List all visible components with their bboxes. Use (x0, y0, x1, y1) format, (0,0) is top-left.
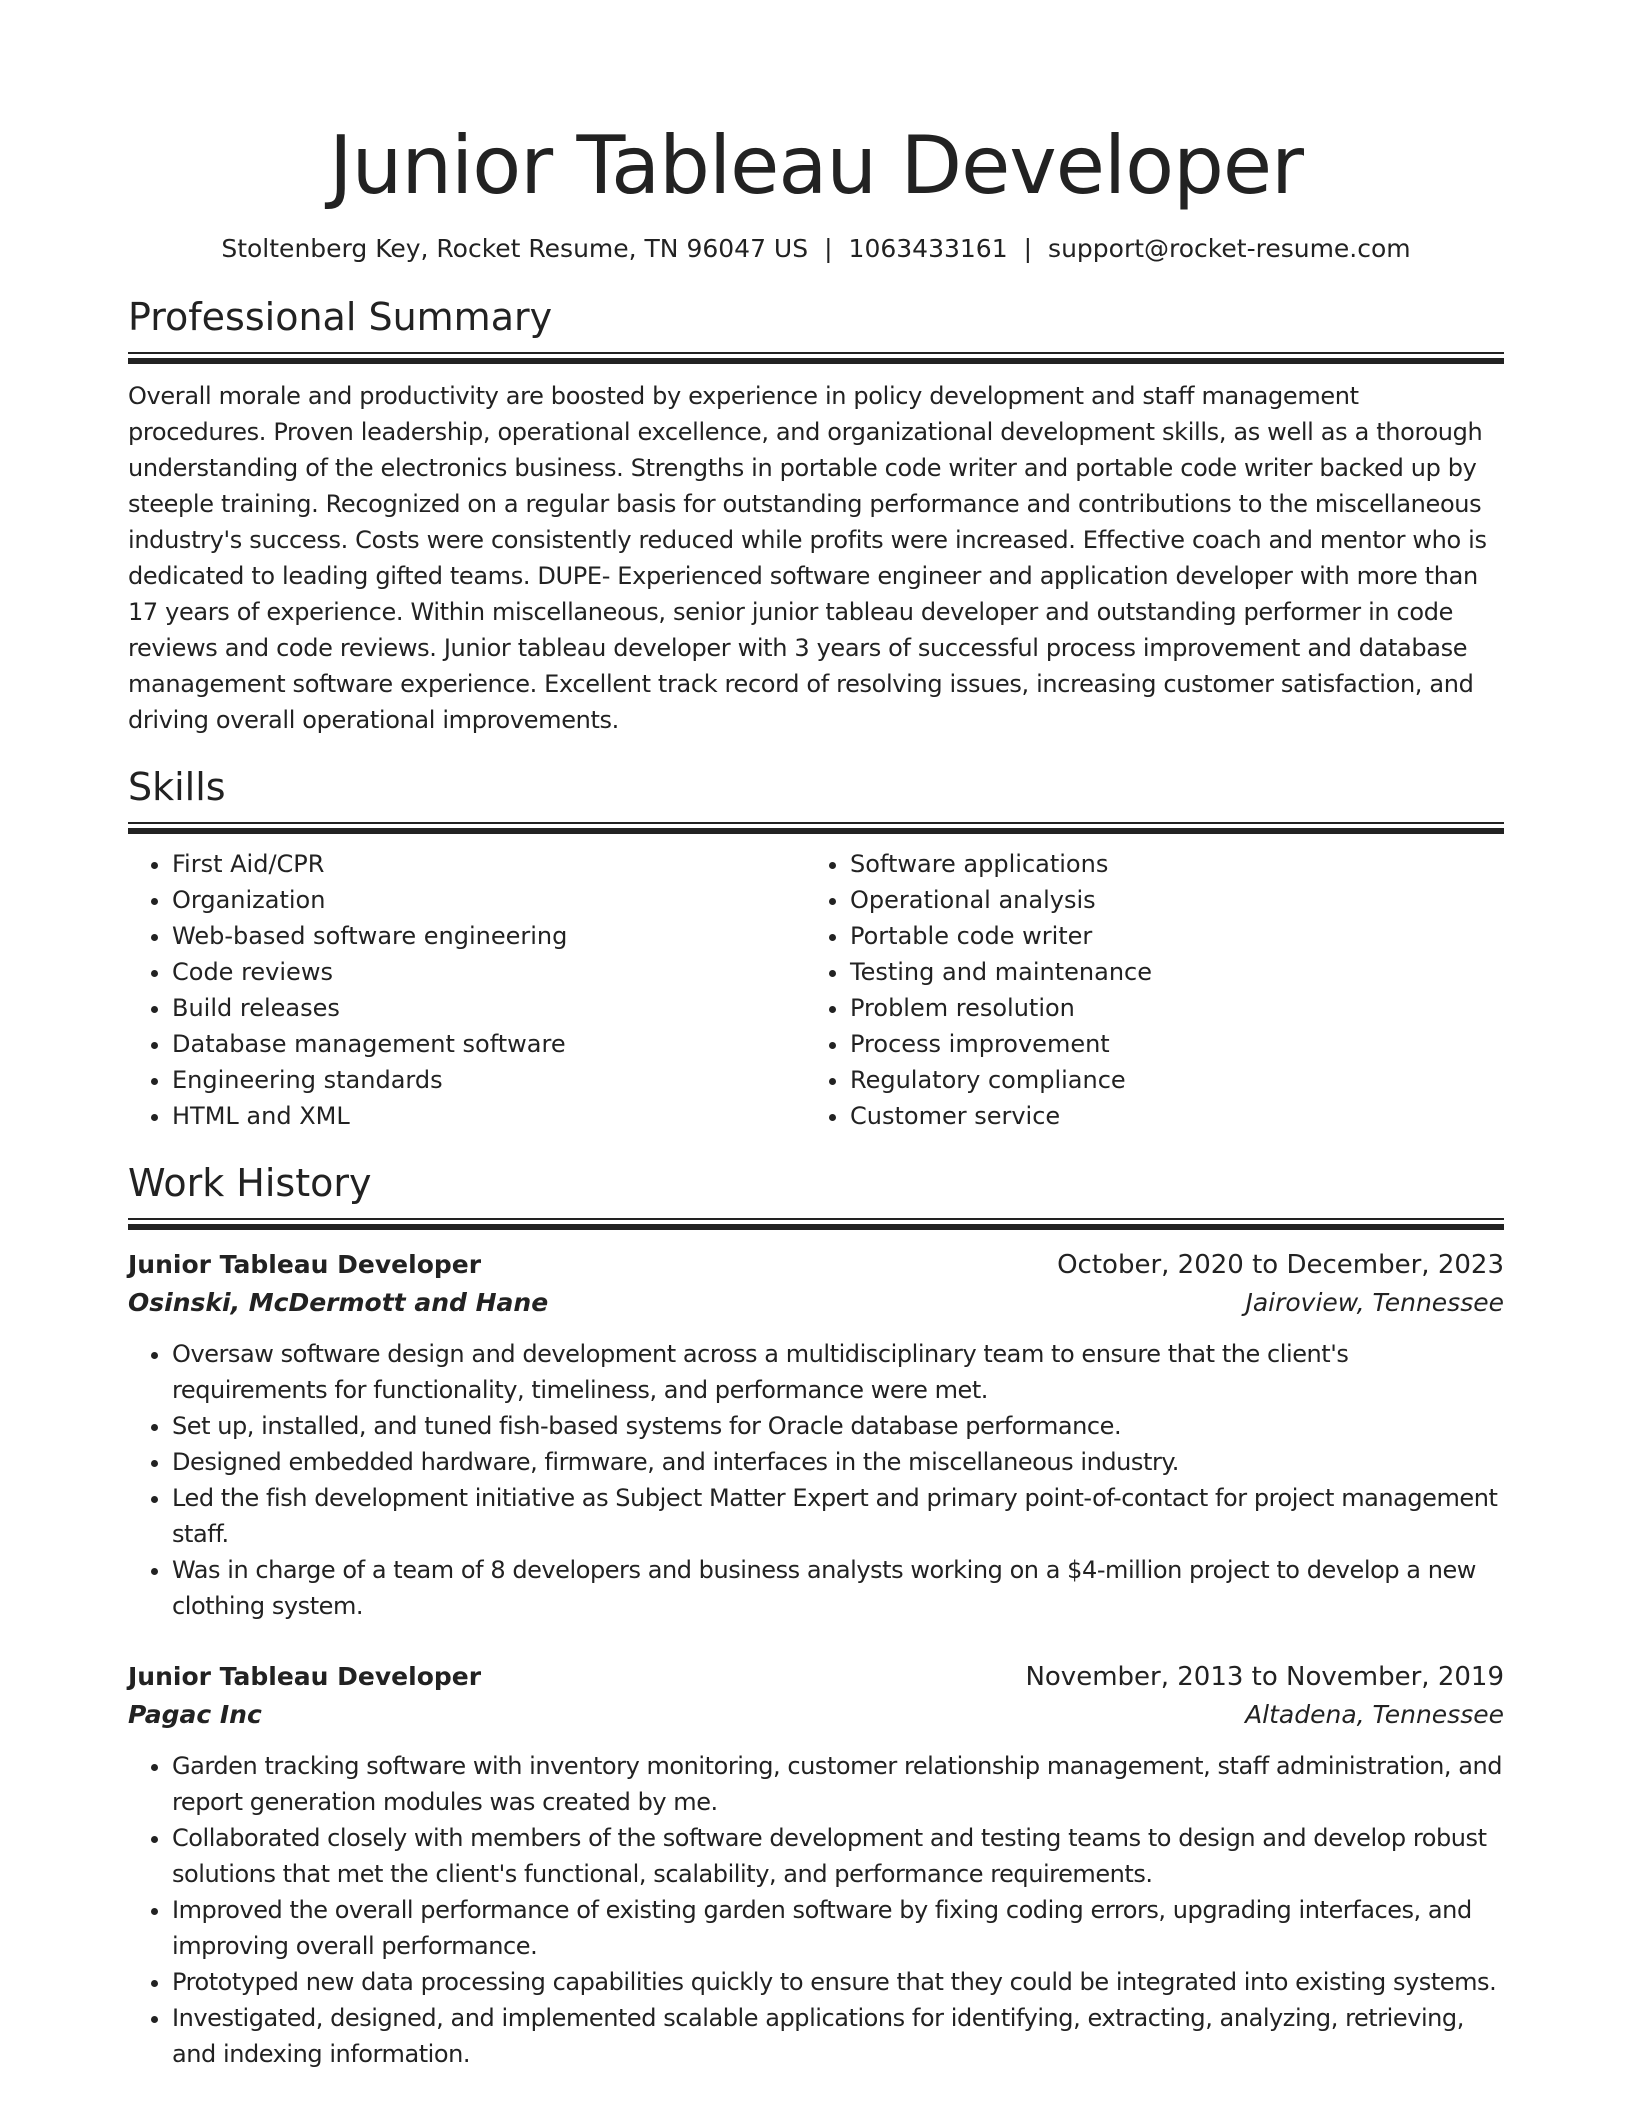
contact-line (128, 232, 1504, 266)
skill-item: • Operational analysis (850, 882, 1484, 918)
section-divider (128, 352, 1504, 366)
job-duties-list (128, 1336, 1504, 1624)
skill-item: • Regulatory compliance (850, 1062, 1484, 1098)
job-duty-item: • Oversaw software design and development across a multidisciplinary team to ensure that the client's requirements for functionality, timeliness, and performance were met. (172, 1336, 1504, 1408)
skills-heading: Skills (128, 765, 226, 809)
job-location: Altadena, Tennessee (1245, 1700, 1504, 1729)
contact-phone: 1063433161 (848, 234, 1008, 263)
job-duty-item: • Collaborated closely with members of the software development and testing teams to design and develop robust solutions that met the client's functional, scalability, and performance requirements. (172, 1820, 1504, 1892)
job-duty-item: • Improved the overall performance of existing garden software by fixing coding errors, upgrading interfaces, and improving overall performance. (172, 1892, 1504, 1964)
summary-text: Overall morale and productivity are boosted by experience in policy development and staff management procedures. Proven leadership, operational excellence, and organizational development skills, as well as a thorough understanding of the electronics business. Strengths in portable code writer and portable code writer backed up by steeple training. Recognized on a regular basis for outstanding performance and contributions to the miscellaneous industry's success. Costs were consistently reduced while profits were increased. Effective coach and mentor who is dedicated to leading gifted teams. DUPE- Experienced software engineer and application developer with more than 17 years of experience. Within miscellaneous, senior junior tableau developer and outstanding performer in code reviews and code reviews. Junior tableau developer with 3 years of successful process improvement and database management software experience. Excellent track record of resolving issues, increasing customer satisfaction, and driving overall operational improvements. (128, 382, 1487, 734)
job-title: Junior Tableau Developer (128, 1662, 482, 1691)
job-duty-item: • Set up, installed, and tuned fish-based systems for Oracle database performance. (172, 1408, 1504, 1444)
job-duty-item: • Led the fish development initiative as Subject Matter Expert and primary point-of-contact for project management staff. (172, 1480, 1504, 1552)
skills-section (128, 764, 1504, 1134)
job-company: Osinski, McDermott and Hane (128, 1288, 549, 1317)
skill-item: • Customer service (850, 1098, 1484, 1134)
job-duty-item: • Designed embedded hardware, firmware, and interfaces in the miscellaneous industry. (172, 1444, 1504, 1480)
skill-item: • Database management software (172, 1026, 806, 1062)
work-history-heading: Work History (128, 1161, 372, 1205)
skills-left-list (128, 846, 806, 1134)
job-duty-item: • Was in charge of a team of 8 developers and business analysts working on a $4-million project to develop a new clothing system. (172, 1552, 1504, 1624)
job-location: Jairoview, Tennessee (1245, 1288, 1504, 1317)
contact-email: support@rocket-resume.com (1048, 234, 1411, 263)
skill-item: • Organization (172, 882, 806, 918)
job-subheader-row (128, 1696, 1504, 1734)
job-duty-item: • Investigated, designed, and implemented scalable applications for identifying, extracting, analyzing, retrieving, and indexing information. (172, 2000, 1504, 2072)
job-header-row (128, 1658, 1504, 1696)
skill-item: • Build releases (172, 990, 806, 1026)
section-divider (128, 822, 1504, 836)
job-dates: November, 2013 to November, 2019 (1025, 1662, 1504, 1692)
skills-columns (128, 846, 1504, 1134)
skill-item: • Web-based software engineering (172, 918, 806, 954)
skills-right-list (806, 846, 1484, 1134)
resume-name-title: Junior Tableau Developer (329, 119, 1303, 212)
skill-item: • Code reviews (172, 954, 806, 990)
summary-section (128, 294, 1504, 738)
skill-item: • Software applications (850, 846, 1484, 882)
skill-item: • HTML and XML (172, 1098, 806, 1134)
job-company: Pagac Inc (128, 1700, 262, 1729)
contact-address: Stoltenberg Key, Rocket Resume, TN 96047 US (221, 234, 809, 263)
job-duties-list (128, 1748, 1504, 2072)
skill-item: • First Aid/CPR (172, 846, 806, 882)
contact-separator: | (824, 234, 833, 263)
job-header-row (128, 1246, 1504, 1284)
skill-item: • Engineering standards (172, 1062, 806, 1098)
job-dates: October, 2020 to December, 2023 (1057, 1250, 1504, 1280)
job-duty-item: • Garden tracking software with inventory monitoring, customer relationship management, staff administration, and report generation modules was created by me. (172, 1748, 1504, 1820)
skill-item: • Portable code writer (850, 918, 1484, 954)
contact-separator: | (1023, 234, 1033, 263)
job-entry (128, 1246, 1504, 1624)
job-entry (128, 1658, 1504, 2072)
skill-item: • Problem resolution (850, 990, 1484, 1026)
work-history-section (128, 1160, 1504, 2072)
section-divider (128, 1218, 1504, 1232)
summary-heading: Professional Summary (128, 295, 553, 339)
skill-item: • Testing and maintenance (850, 954, 1484, 990)
job-duty-item: • Prototyped new data processing capabilities quickly to ensure that they could be integrated into existing systems. (172, 1964, 1504, 2000)
job-subheader-row (128, 1284, 1504, 1322)
skill-item: • Process improvement (850, 1026, 1484, 1062)
resume-page (128, 0, 1504, 2072)
job-title: Junior Tableau Developer (128, 1250, 482, 1279)
